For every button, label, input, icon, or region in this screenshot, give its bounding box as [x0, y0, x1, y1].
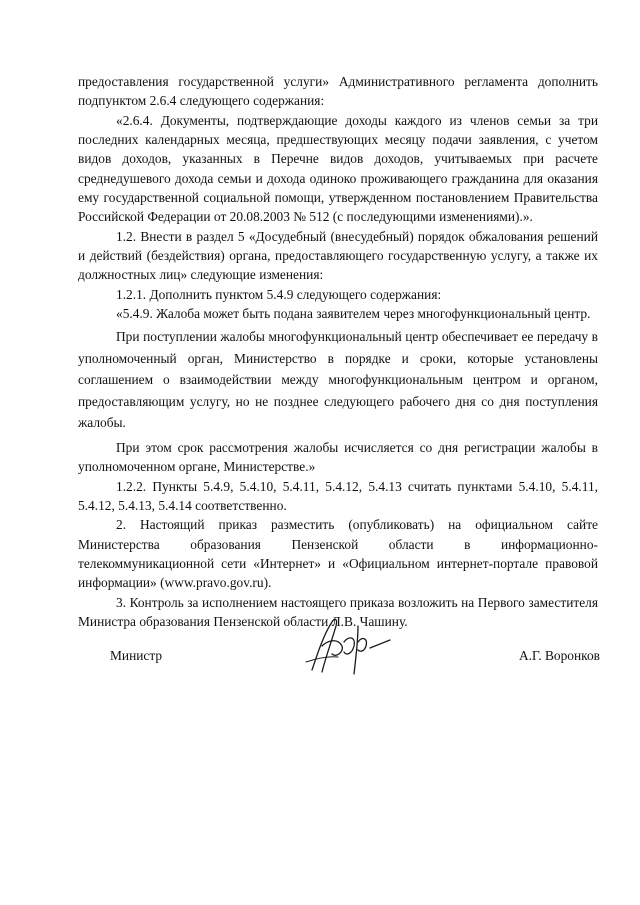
paragraph-5-4-9: «5.4.9. Жалоба может быть подана заявителем через многофункциональный центр. — [116, 306, 591, 322]
paragraph-3-control: 3. Контроль за исполнением настоящего приказа возложить на Первого заместителя Министра образования Пензенской области Л.В. Чашину. — [78, 594, 598, 630]
paragraph-1-2-1: 1.2.1. Дополнить пунктом 5.4.9 следующего содержания: — [116, 286, 442, 302]
paragraph-2-6-4: «2.6.4. Документы, подтверждающие доходы каждого из членов семьи за три последних календарных месяца, предшествующих месяцу подачи заявления, с учетом видов доходов, указанных в Перечне видов доходов, учитываемых при расчете среднедушевого дохода семьи и дохода одиноко проживающего гражданина для оказания ему государственной социальной помощи, утвержденном постановлением Правительства Российской Федерации от 20.08.2003 № 512 (с последующими изменениями).». — [78, 112, 598, 225]
signature-block — [110, 612, 600, 692]
paragraph-mfc-transfer: При поступлении жалобы многофункциональный центр обеспечивает ее передачу в уполномоченный орган, Министерство в порядке и сроки, которые установлены соглашением о взаимодействии между многофункциональным центром и органом, предоставляющим услугу, но не позднее следующего рабочего дня со дня поступления жалобы. — [78, 329, 598, 431]
paragraph-1-2-2: 1.2.2. Пункты 5.4.9, 5.4.10, 5.4.11, 5.4.12, 5.4.13 считать пунктами 5.4.10, 5.4.11, 5.4.12, 5.4.13, 5.4.14 соответственно. — [78, 478, 598, 513]
signatory-title: Министр — [110, 648, 163, 663]
signatory-name: А.Г. Воронков — [519, 648, 600, 663]
handwritten-signature — [298, 612, 398, 682]
paragraph-intro: предоставления государственной услуги» Административного регламента дополнить подпунктом 2.6.4 следующего содержания: — [78, 74, 598, 109]
paragraph-1-2: 1.2. Внести в раздел 5 «Досудебный (внесудебный) порядок обжалования решений и действий (бездействия) органа, предоставляющего государственную услугу, а также их должностных лиц» следующие изменения: — [78, 228, 598, 283]
paragraph-term: При этом срок рассмотрения жалобы исчисляется со дня регистрации жалобы в уполномоченном органе, Министерстве.» — [78, 439, 598, 475]
paragraph-2-publish: 2. Настоящий приказ разместить (опубликовать) на официальном сайте Министерства образования Пензенской области в информационно-телекоммуникационной сети «Интернет» и «Официальном интернет-портале правовой информации» (www.pravo.gov.ru). — [78, 517, 598, 591]
document-body — [78, 72, 598, 631]
